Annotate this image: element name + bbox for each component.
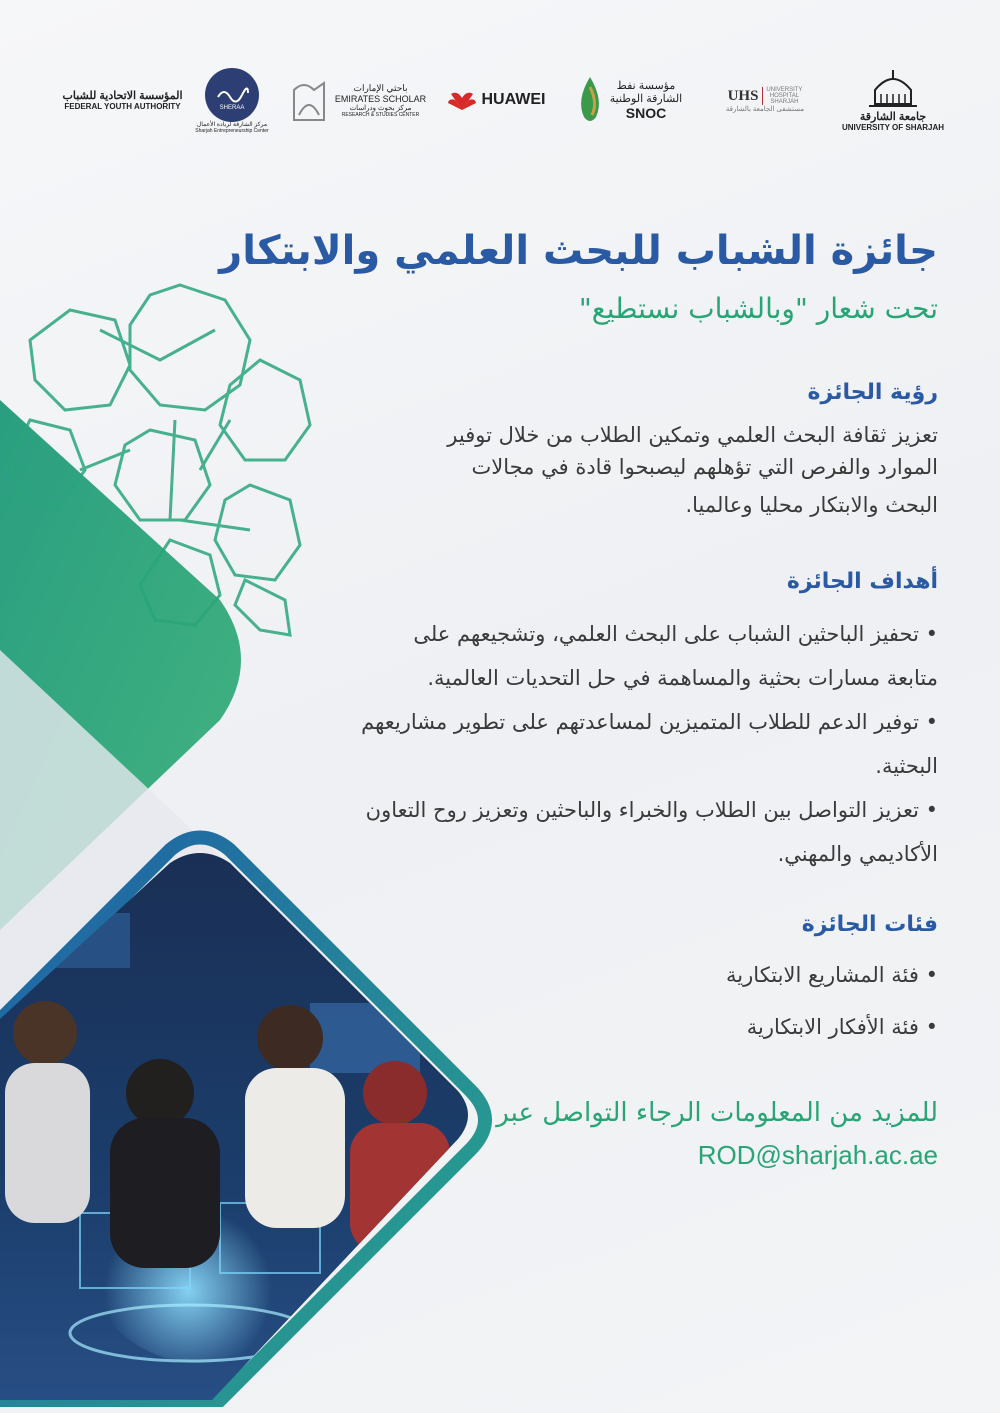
fya-en: FEDERAL YOUTH AUTHORITY <box>64 102 181 111</box>
categories-heading: فئات الجائزة <box>801 912 938 937</box>
category-item-1: • فئة المشاريع الابتكارية <box>726 963 938 987</box>
goal-2-line-1: • توفير الدعم للطلاب المتميزين لمساعدتهم على تطوير مشاريعهم <box>361 710 938 734</box>
snoc-ar1: مؤسسة نفط <box>616 80 676 92</box>
uhs-ar: مستشفى الجامعة بالشارقة <box>725 106 805 113</box>
sheraa-mark: SHERAA <box>219 104 245 111</box>
huawei-name: HUAWEI <box>481 91 546 108</box>
sheraa-ar: مركز الشارقة لريادة الأعمال <box>196 121 268 128</box>
dome-icon <box>865 68 921 110</box>
uhs-logo <box>700 55 830 145</box>
goal-3-line-1: • تعزيز التواصل بين الطلاب والخبراء والباحثين وتعزيز روح التعاون <box>365 798 938 822</box>
snoc-ar2: الشارقة الوطنية <box>609 93 683 105</box>
goals-section <box>218 569 938 876</box>
university-of-sharjah-logo <box>838 55 948 145</box>
goal-item <box>218 612 938 700</box>
uhs-en2: HOSPITAL <box>769 93 800 99</box>
emirates-scholar-logo <box>285 55 430 145</box>
snoc-drop-icon <box>574 75 606 125</box>
scholar-ar2: مركز بحوث ودراسات <box>349 104 412 112</box>
scholar-ar: باحثي الإمارات <box>353 82 408 93</box>
snoc-logo <box>568 55 688 145</box>
scholar-en: EMIRATES SCHOLAR <box>334 93 427 104</box>
goal-2-line-2: البحثية. <box>875 754 938 778</box>
uos-en: UNIVERSITY OF SHARJAH <box>841 123 945 132</box>
scholar-emblem-icon <box>289 75 329 125</box>
uhs-abbr: UHS <box>727 87 759 104</box>
category-item-2: • فئة الأفكار الابتكارية <box>746 1015 938 1039</box>
huawei-logo <box>436 55 556 145</box>
uhs-en3: SHARJAH <box>770 99 799 105</box>
page-subtitle: تحت شعار "وبالشباب نستطيع" <box>578 292 938 325</box>
goal-1-line-2: متابعة مسارات بحثية والمساهمة في حل التحديات العالمية. <box>427 666 938 690</box>
vision-line-2: الموارد والفرص التي تؤهلهم ليصبحوا قادة في مجالات <box>471 455 938 479</box>
uos-ar: جامعة الشارقة <box>859 111 927 123</box>
scholar-en2: RESEARCH & STUDIES CENTER <box>341 111 420 118</box>
uhs-en1: UNIVERSITY <box>766 87 803 93</box>
categories-section <box>218 912 938 1053</box>
federal-youth-authority-logo <box>60 55 185 145</box>
huawei-petals-icon <box>447 88 477 112</box>
sheraa-logo <box>192 55 272 145</box>
goal-1-line-1: • تحفيز الباحثين الشباب على البحث العلمي، وتشجيعهم على <box>413 622 938 646</box>
vision-line-3: البحث والابتكار محليا وعالميا. <box>685 493 938 517</box>
snoc-en: SNOC <box>625 105 667 121</box>
contact-email-link[interactable]: ROD@sharjah.ac.ae <box>697 1140 938 1170</box>
goals-heading: أهداف الجائزة <box>786 569 938 594</box>
partner-logos <box>0 55 1000 145</box>
goal-3-line-2: الأكاديمي والمهني. <box>777 842 938 866</box>
sheraa-circle-icon <box>204 67 260 123</box>
goal-item <box>218 788 938 876</box>
vision-section <box>218 380 938 521</box>
fya-ar: المؤسسة الاتحادية للشباب <box>62 90 183 102</box>
contact-text: للمزيد من المعلومات الرجاء التواصل عبر <box>496 1098 938 1128</box>
vision-line-1: تعزيز ثقافة البحث العلمي وتمكين الطلاب من خلال توفير <box>447 423 938 447</box>
page-title: جائزة الشباب للبحث العلمي والابتكار <box>219 228 938 274</box>
sheraa-en: Sharjah Entrepreneurship Center <box>195 127 269 134</box>
vision-heading: رؤية الجائزة <box>807 380 938 405</box>
main-content <box>218 380 938 1053</box>
goal-item <box>218 700 938 788</box>
